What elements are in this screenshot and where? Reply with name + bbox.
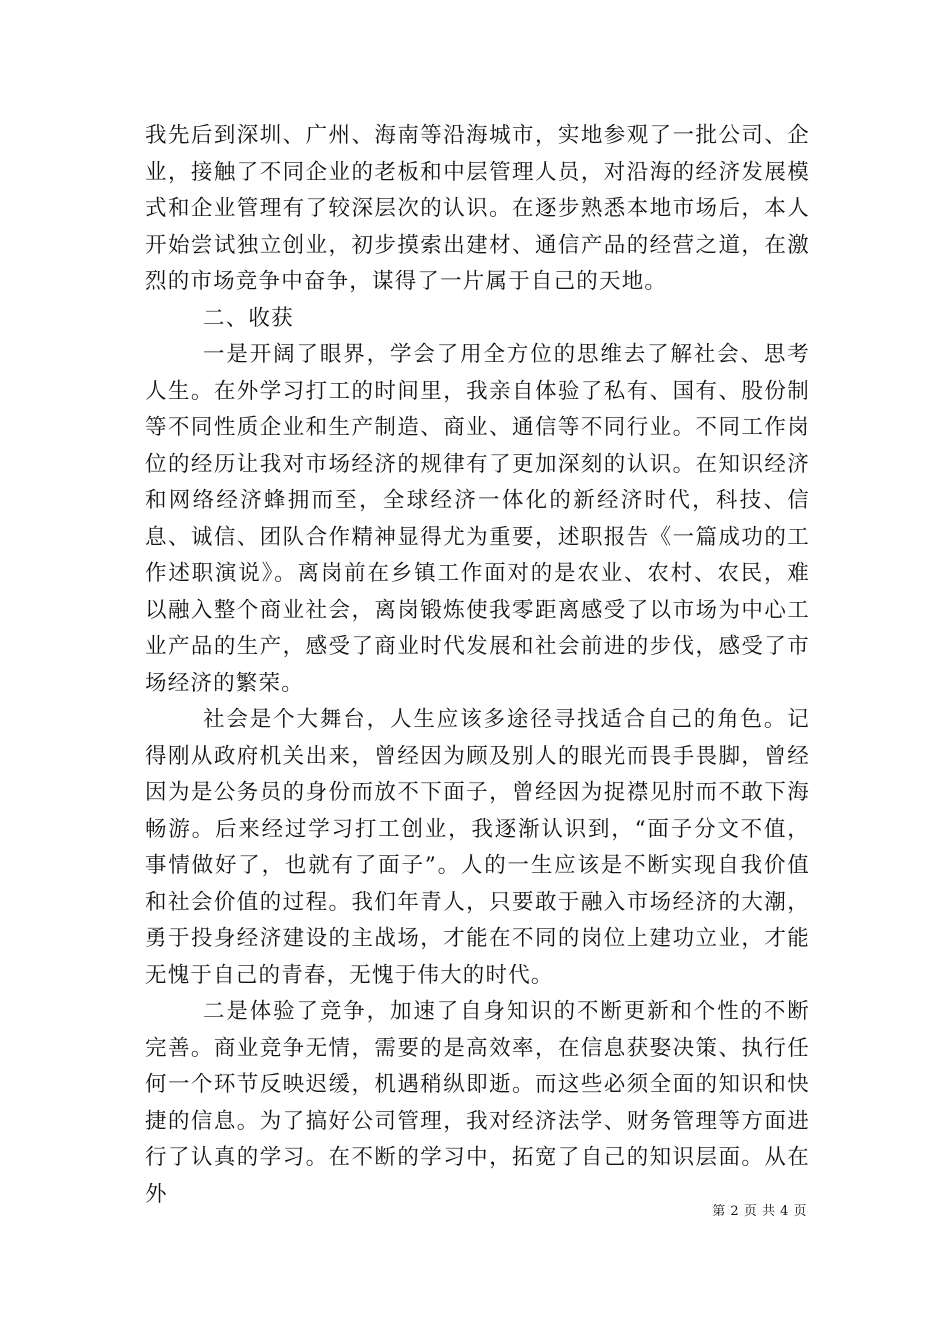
document-body [145, 118, 810, 1213]
paragraph-continuation: 我先后到深圳、广州、海南等沿海城市，实地参观了一批公司、企业，接触了不同企业的老板和中层管理人员，对沿海的经济发展模式和企业管理有了较深层次的认识。在逐步熟悉本地市场后，本人开始尝试独立创业，初步摸索出建材、通信产品的经营之道，在激烈的市场竞争中奋争，谋得了一片属于自己的天地。 [145, 123, 810, 294]
section-heading-gains: 二、收获 [203, 305, 294, 331]
paragraph-competition: 二是体验了竞争，加速了自身知识的不断更新和个性的不断完善。商业竞争无情，需要的是高效率，在信息获娶决策、执行任何一个环节反映迟缓，机遇稍纵即逝。而这些必须全面的知识和快捷的信息。为了搞好公司管理，我对经济法学、财务管理等方面进行了认真的学习。在不断的学习中，拓宽了自己的知识层面。从在外 [145, 999, 810, 1207]
paragraph-broadened-horizons: 一是开阔了眼界，学会了用全方位的思维去了解社会、思考人生。在外学习打工的时间里，我亲自体验了私有、国有、股份制等不同性质企业和生产制造、商业、通信等不同行业。不同工作岗位的经历让我对市场经济的规律有了更加深刻的认识。在知识经济和网络经济蜂拥而至，全球经济一体化的新经济时代，科技、信息、诚信、团队合作精神显得尤为重要，述职报告《一篇成功的工作述职演说》。离岗前在乡镇工作面对的是农业、农村、农民，难以融入整个商业社会，离岗锻炼使我零距离感受了以市场为中心工业产品的生产，感受了商业时代发展和社会前进的步伐，感受了市场经济的繁荣。 [145, 342, 810, 696]
page-number-footer: 第 2 页 共 4 页 [712, 1204, 807, 1219]
paragraph-society-stage: 社会是个大舞台，人生应该多途径寻找适合自己的角色。记得刚从政府机关出来，曾经因为顾及别人的眼光而畏手畏脚，曾经因为是公务员的身份而放不下面子，曾经因为捉襟见肘而不敢下海畅游。后来经过学习打工创业，我逐渐认识到，“面子分文不值，事情做好了，也就有了面子”。人的一生应该是不断实现自我价值和社会价值的过程。我们年青人，只要敢于融入市场经济的大潮，勇于投身经济建设的主战场，才能在不同的岗位上建功立业，才能无愧于自己的青春，无愧于伟大的时代。 [145, 707, 810, 988]
